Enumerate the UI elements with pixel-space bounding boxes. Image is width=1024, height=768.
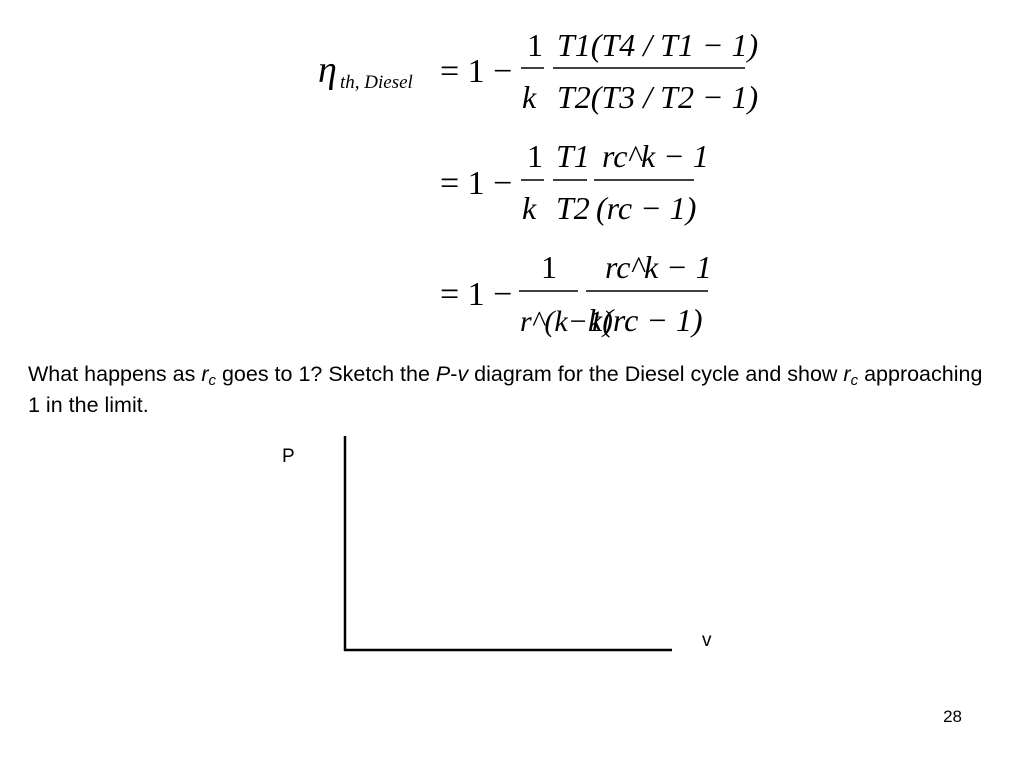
rc-symbol-2: $r_c$ [843,362,859,389]
line2-equals-one-minus: = 1 − [440,165,513,202]
line3-denominator: k(rc − 1) [588,302,703,338]
line1-coef-numerator: 1 [527,27,543,63]
page-number: 28 [943,707,962,726]
pv-p: P [435,362,451,386]
prompt-text-2: goes to 1? Sketch the [215,362,436,386]
line2-denominator: (rc − 1) [596,190,697,226]
line1-coef-denominator: k [522,79,537,115]
line2-numerator: rc^k − 1 [602,138,709,174]
line1-equals-one-minus: = 1 − [440,53,513,90]
line1-denominator: T2(T3 / T2 − 1) [557,79,759,115]
eta-subscript: th, Diesel [340,72,413,93]
line2-coef-numerator: 1 [527,138,543,174]
rc-symbol-1: $r_c$ [201,362,216,389]
prompt-text-4: approaching 1 in the limit. [28,362,983,417]
line2-ratio-denominator: T2 [556,190,590,226]
x-axis-label: v [702,630,712,651]
y-axis-label: P [282,446,295,467]
line3-coef-denominator: r^(k−1) [520,305,613,338]
pv-v: v [457,362,469,386]
pv-dash: - [450,362,458,386]
line1-numerator: T1(T4 / T1 − 1) [557,27,759,63]
line3-equals-one-minus: = 1 − [440,276,513,313]
line2-coef-denominator: k [522,190,537,226]
line2-ratio-numerator: T1 [556,138,590,174]
line3-coef-numerator: 1 [541,249,557,285]
prompt-text-1: What happens as [28,362,202,386]
line3-numerator: rc^k − 1 [605,249,712,285]
eta-symbol: η [318,49,337,91]
prompt-text-3: diagram for the Diesel cycle and show [468,362,844,386]
